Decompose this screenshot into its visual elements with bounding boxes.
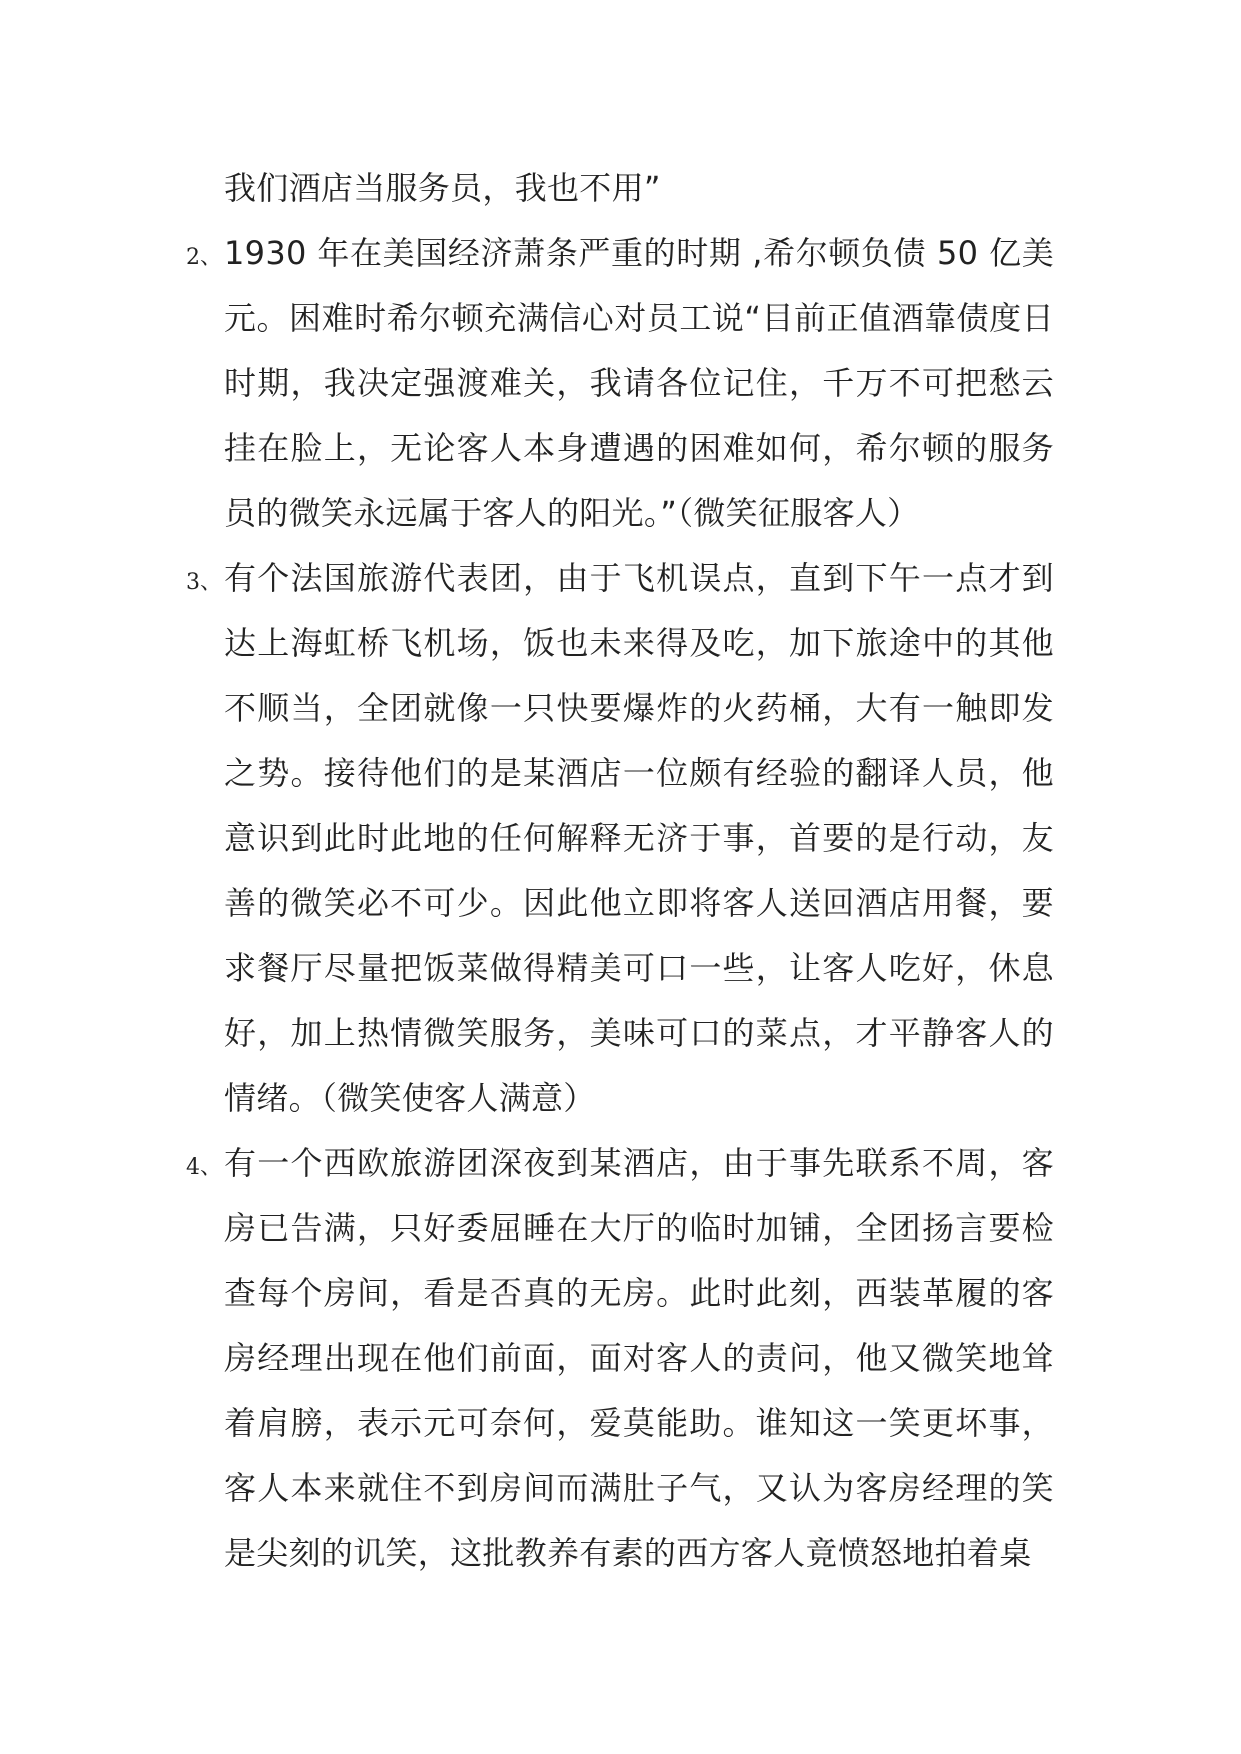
paragraph-continuation <box>224 156 1054 221</box>
list-item-2 <box>186 221 1054 546</box>
list-marker: 4、 <box>186 1155 222 1180</box>
paragraph-text: 有一个西欧旅游团深夜到某酒店，由于事先联系不周，客房已告满，只好委屈睡在大厅的临时加铺，全团扬言要检查每个房间，看是否真的无房。此时此刻，西装革履的客房经理出现在他们前面，面对客人的责问，他又微笑地耸着肩膀，表示元可奈何，爱莫能助。谁知这一笑更坏事，客人本来就住不到房间而满肚子气，又认为客房经理的笑是尖刻的讥笑，这批教养有素的西方客人竟愤怒地拍着桌 <box>224 1144 1054 1572</box>
list-item-4 <box>186 1131 1054 1586</box>
paragraph-text: 有个法国旅游代表团，由于飞机误点，直到下午一点才到达上海虹桥飞机场，饭也未来得及吃，加下旅途中的其他不顺当，全团就像一只快要爆炸的火药桶，大有一触即发之势。接待他们的是某酒店一位颇有经验的翻译人员，他意识到此时此地的任何解释无济于事，首要的是行动，友善的微笑必不可少。因此他立即将客人送回酒店用餐，要求餐厅尽量把饭菜做得精美可口一些，让客人吃好，休息好，加上热情微笑服务，美味可口的菜点，才平静客人的情绪。（微笑使客人满意） <box>224 559 1054 1117</box>
list-marker: 3、 <box>186 570 222 595</box>
document-body <box>186 156 1054 1586</box>
paragraph-text: 我们酒店当服务员，我也不用” <box>224 169 661 207</box>
paragraph-text: 1930 年在美国经济萧条严重的时期 ,希尔顿负债 50 亿美元。困难时希尔顿充满信心对员工说“目前正值酒靠债度日时期，我决定强渡难关，我请各位记住，千万不可把愁云挂在脸上，无论客人本身遭遇的困难如何，希尔顿的服务员的微笑永远属于客人的阳光。”（微笑征服客人） <box>224 234 1054 532</box>
list-item-3 <box>186 546 1054 1131</box>
list-marker: 2、 <box>186 245 222 270</box>
